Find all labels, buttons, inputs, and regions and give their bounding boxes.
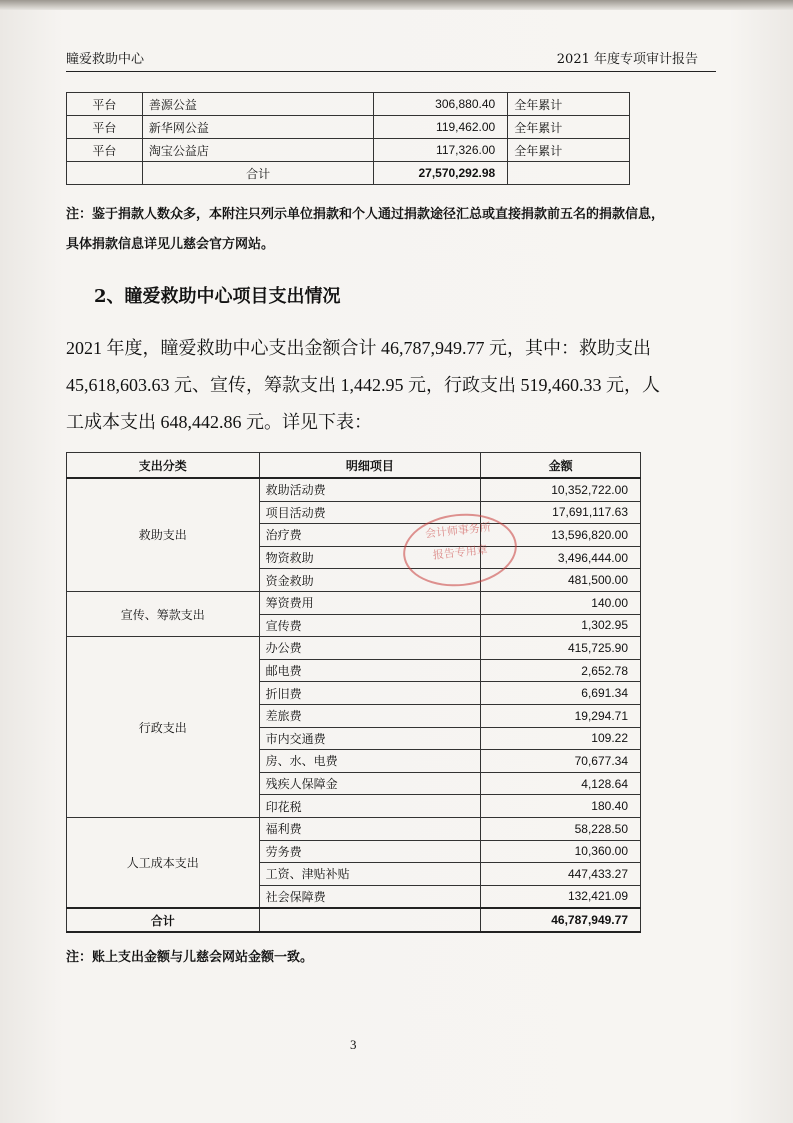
expense-amount: 4,128.64: [481, 772, 641, 795]
section-title: 2、瞳爱救助中心项目支出情况: [94, 286, 341, 307]
expense-amount: 1,302.95: [481, 614, 641, 637]
expense-item: 残疾人保障金: [259, 772, 481, 795]
expense-item: 物资救助: [259, 546, 481, 569]
expense-item: 折旧费: [259, 682, 481, 705]
expense-category: 宣传、筹款支出: [67, 591, 260, 636]
header-rule: [66, 71, 716, 72]
expense-item: 印花税: [259, 795, 481, 818]
header-amount: 金额: [481, 453, 641, 479]
expense-item: 差旅费: [259, 704, 481, 727]
donor-amount: 117,326.00: [374, 139, 508, 162]
expense-category: 救助支出: [67, 478, 260, 591]
donor-row: [67, 116, 630, 139]
expense-amount: 13,596,820.00: [481, 524, 641, 547]
donor-amount: 119,462.00: [374, 116, 508, 139]
donor-total-blank: [508, 162, 630, 185]
donor-name: 善源公益: [142, 93, 373, 116]
header-report-title: 2021 年度专项审计报告: [556, 52, 698, 67]
expense-item: 办公费: [259, 637, 481, 660]
expense-amount: 10,360.00: [481, 840, 641, 863]
donor-amount: 306,880.40: [374, 93, 508, 116]
donor-type: 平台: [67, 139, 143, 162]
expense-item: 福利费: [259, 817, 481, 840]
donor-type: 平台: [67, 93, 143, 116]
donor-period: 全年累计: [508, 93, 630, 116]
expense-amount: 447,433.27: [481, 863, 641, 886]
expense-item: 房、水、电费: [259, 750, 481, 773]
expense-item: 社会保障费: [259, 885, 481, 908]
expense-row: [67, 591, 641, 614]
expense-item: 治疗费: [259, 524, 481, 547]
donor-row: [67, 139, 630, 162]
expense-amount: 109.22: [481, 727, 641, 750]
expense-item: 救助活动费: [259, 478, 481, 501]
donor-name: 新华网公益: [142, 116, 373, 139]
donor-type: 平台: [67, 116, 143, 139]
expense-amount: 19,294.71: [481, 704, 641, 727]
expense-amount: 415,725.90: [481, 637, 641, 660]
donor-total-row: [67, 162, 630, 185]
expense-item: 市内交通费: [259, 727, 481, 750]
expense-total-row: [67, 908, 641, 932]
expense-amount: 58,228.50: [481, 817, 641, 840]
expense-amount: 10,352,722.00: [481, 478, 641, 501]
expense-total-amount: 46,787,949.77: [481, 908, 641, 932]
expense-item: 邮电费: [259, 659, 481, 682]
expense-header-row: [67, 453, 641, 479]
donor-total-label: 合计: [142, 162, 373, 185]
expense-row: [67, 478, 641, 501]
summary-paragraph: 2021 年度，瞳爱救助中心支出金额合计 46,787,949.77 元，其中：救助支出 45,618,603.63 元、宣传，筹款支出 1,442.95 元，行政支出 519,460.33 元，人工成本支出 648,442.86 元。详见下表：: [66, 338, 660, 432]
expense-amount: 70,677.34: [481, 750, 641, 773]
expense-item: 工资、津贴补贴: [259, 863, 481, 886]
expense-total-label: 合计: [67, 908, 260, 932]
expense-amount: 140.00: [481, 591, 641, 614]
page-number: 3: [350, 1037, 357, 1052]
donor-row: [67, 93, 630, 116]
donor-note: 注：鉴于捐款人数众多，本附注只列示单位捐款和个人通过捐款途径汇总或直接捐款前五名的捐款信息，具体捐款信息详见儿慈会官方网站。: [66, 207, 665, 252]
expense-amount: 3,496,444.00: [481, 546, 641, 569]
expense-item: 劳务费: [259, 840, 481, 863]
expense-item: 项目活动费: [259, 501, 481, 524]
expense-amount: 6,691.34: [481, 682, 641, 705]
donor-name: 淘宝公益店: [142, 139, 373, 162]
expense-amount: 2,652.78: [481, 659, 641, 682]
donor-total-blank: [67, 162, 143, 185]
stamp-line-1: 会计师事务所: [424, 520, 492, 541]
header-category: 支出分类: [67, 453, 260, 479]
expense-item: 宣传费: [259, 614, 481, 637]
donor-total-amount: 27,570,292.98: [374, 162, 508, 185]
expense-item: 筹资费用: [259, 591, 481, 614]
stamp-line-2: 报告专用章: [432, 543, 489, 562]
donor-table: [66, 92, 630, 185]
expense-row: [67, 817, 641, 840]
expense-amount: 481,500.00: [481, 569, 641, 592]
expense-category: 行政支出: [67, 637, 260, 818]
donor-period: 全年累计: [508, 116, 630, 139]
expense-amount: 17,691,117.63: [481, 501, 641, 524]
expense-total-blank: [259, 908, 481, 932]
expense-amount: 180.40: [481, 795, 641, 818]
page-top-edge: [0, 0, 793, 10]
expense-row: [67, 637, 641, 660]
donor-period: 全年累计: [508, 139, 630, 162]
header-organization: 瞳爱救助中心: [66, 52, 145, 67]
expense-item: 资金救助: [259, 569, 481, 592]
expense-category: 人工成本支出: [67, 817, 260, 908]
expense-note: 注：账上支出金额与儿慈会网站金额一致。: [66, 950, 314, 965]
expense-table: [66, 452, 641, 933]
header-item: 明细项目: [259, 453, 481, 479]
expense-amount: 132,421.09: [481, 885, 641, 908]
